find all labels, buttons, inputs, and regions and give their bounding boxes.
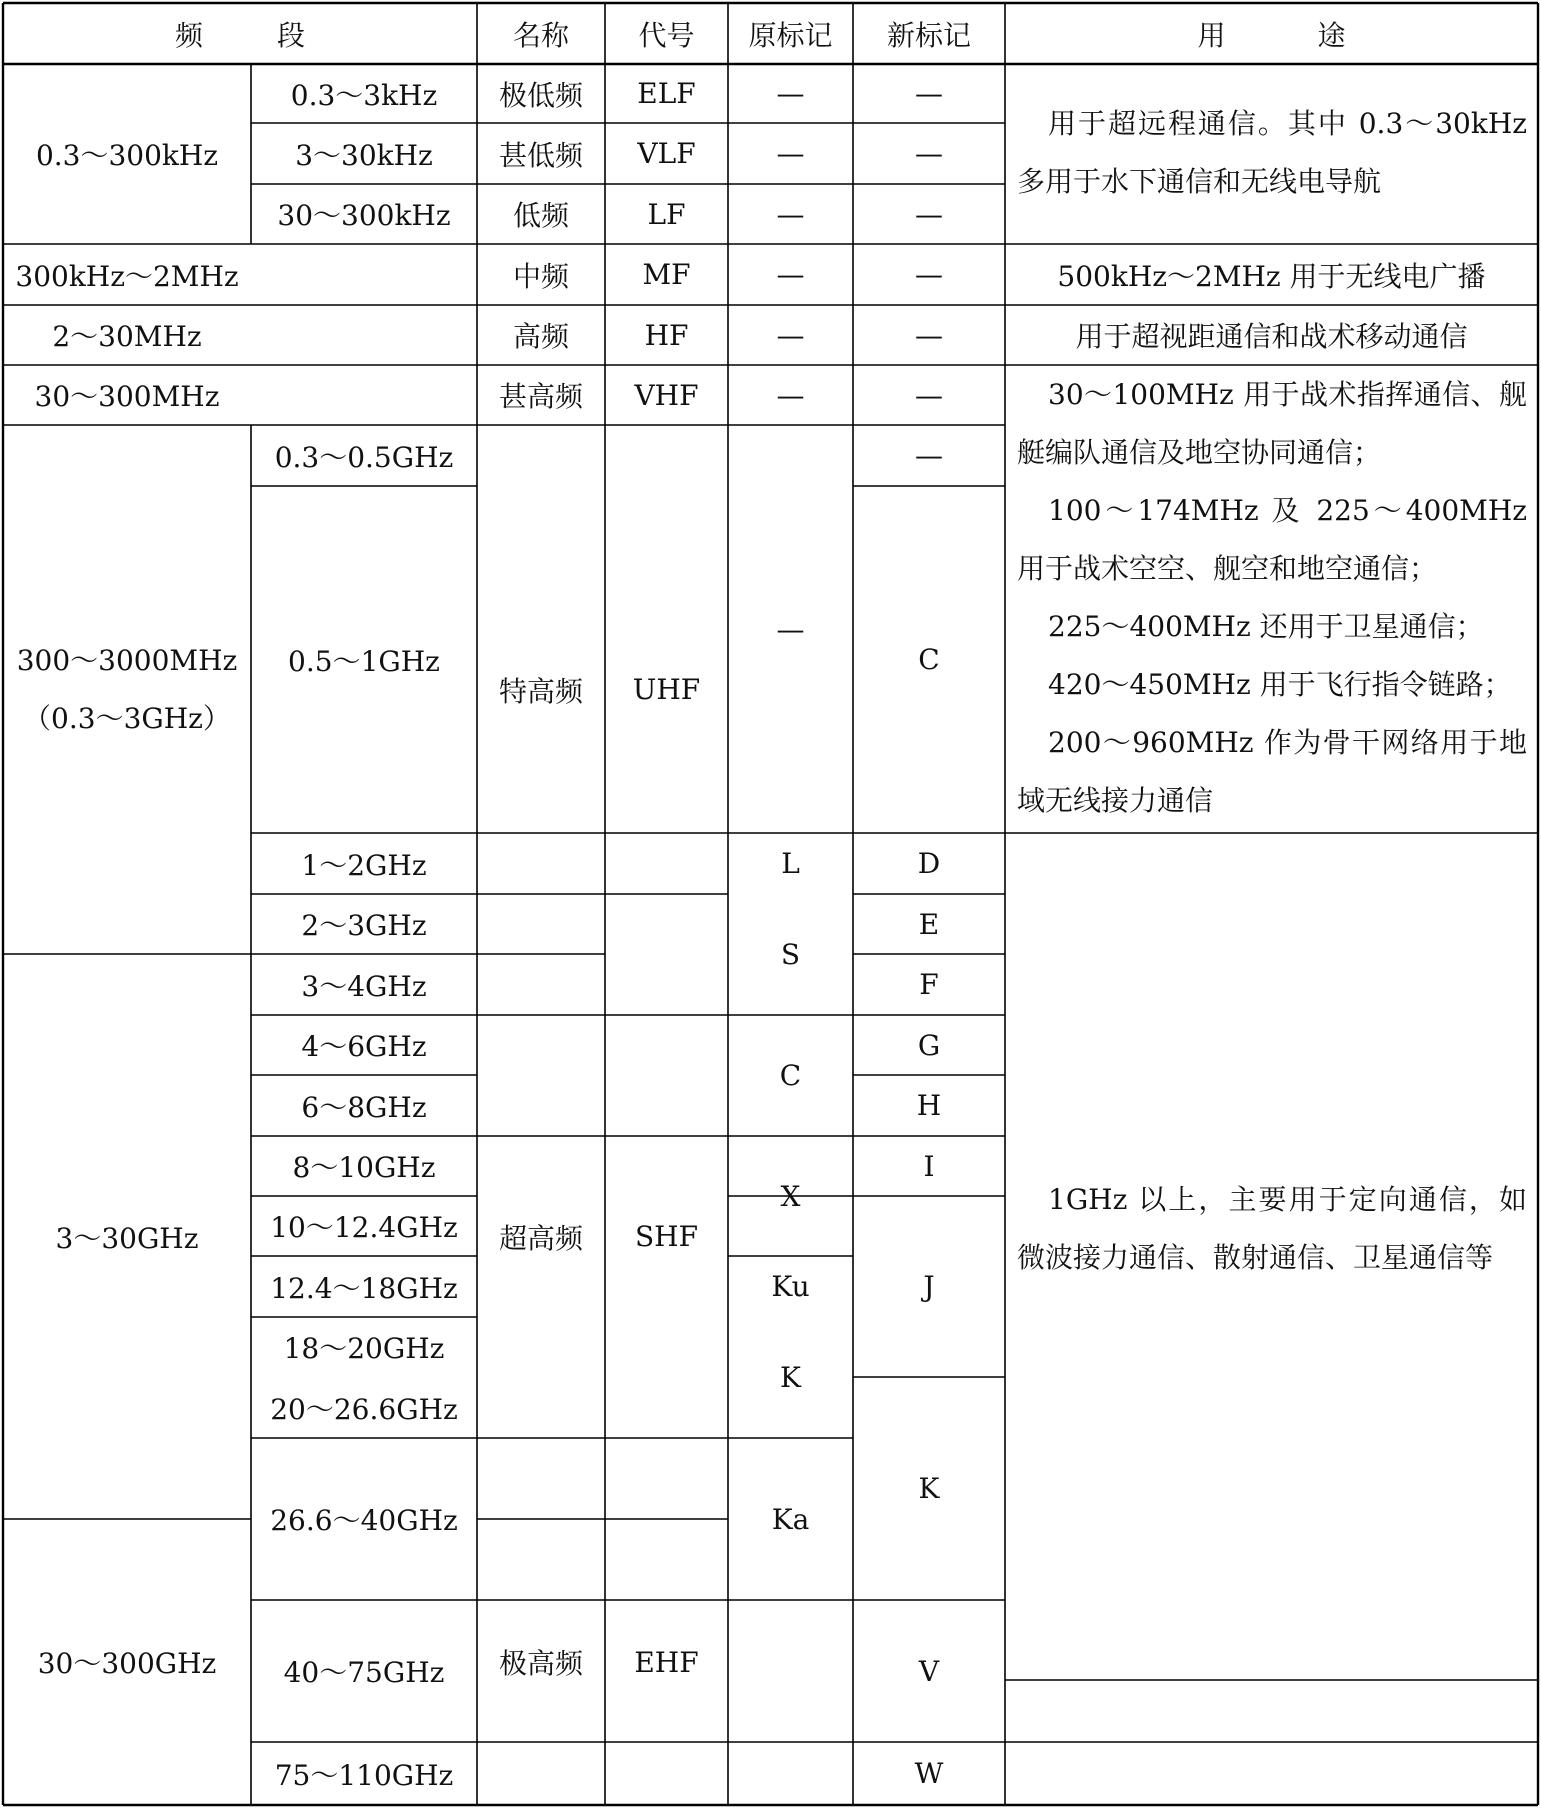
band-sub-1: 0.3～3kHz [290,78,438,112]
code-elf: ELF [637,77,696,110]
new-mark-dash: — [915,378,943,412]
code-vlf: VLF [637,137,696,170]
new-mark-dash: — [915,77,943,110]
band-sub-15: 20～26.6GHz [270,1392,458,1426]
band-main-6: 3～30GHz [55,1221,199,1255]
use-vhf-line5: 200～960MHz 作为骨干网络用于地域无线接力通信 [1017,726,1527,817]
new-mark-dash: — [915,137,943,170]
band-sub-3: 30～300kHz [277,199,451,232]
new-mark-H: H [916,1089,942,1122]
band-sub-16: 26.6～40GHz [270,1504,458,1537]
band-sub-11: 8～10GHz [292,1151,436,1184]
use-vhf-line4: 420～450MHz 用于飞行指令链路； [1048,668,1512,701]
old-mark-C: C [779,1059,802,1092]
new-mark-W: W [914,1757,944,1790]
header-band-char1: 频 [174,18,203,52]
new-mark-dash: — [915,197,943,231]
new-mark-E: E [918,907,940,941]
use-mf: 500kHz～2MHz 用于无线电广播 [1057,259,1486,293]
new-mark-K: K [918,1472,940,1505]
header-band-char2: 段 [277,18,306,52]
old-mark-L: L [781,847,800,880]
new-mark-dash: — [915,318,943,352]
new-mark-I: I [923,1149,935,1183]
band-sub-9: 4～6GHz [301,1030,427,1063]
old-mark-X: X [780,1179,801,1213]
use-hf: 用于超视距通信和战术移动通信 [1075,320,1468,353]
band-sub-5: 0.5～1GHz [288,644,440,678]
name-vlf: 甚低频 [498,138,583,172]
name-ehf: 极高频 [498,1647,583,1680]
new-mark-J: J [923,1270,935,1303]
band-sub-8: 3～4GHz [301,969,427,1003]
code-mf: MF [642,258,691,291]
band-sub-2: 3～30kHz [295,138,433,172]
header-old-mark: 原标记 [748,18,833,52]
use-text-1: 用于超远程通信。其中 0.3～30kHz 多用于水下通信和无线电导航 [1017,107,1527,198]
code-hf: HF [644,318,689,352]
band-sub-10: 6～8GHz [301,1090,427,1124]
header-new-mark: 新标记 [886,18,971,52]
old-mark-dash: — [776,137,805,170]
old-mark-Ku: Ku [771,1270,810,1303]
code-shf: SHF [634,1220,699,1253]
code-ehf: EHF [634,1645,699,1679]
header-use [1005,3,1538,64]
name-elf: 极低频 [498,78,583,112]
old-mark-Ka: Ka [771,1502,810,1536]
old-mark-dash: — [776,197,805,231]
band-sub-6: 1～2GHz [301,848,427,882]
old-mark-dash: — [776,77,805,110]
use-vhf-uhf [1017,366,1527,830]
band-sub-18: 75～110GHz [274,1758,454,1792]
band-sub-12: 10～12.4GHz [270,1211,458,1244]
name-mf: 中频 [512,259,569,293]
band-main-5 [3,425,251,954]
header-code: 代号 [638,18,695,52]
use-vhf-line3: 225～400MHz 还用于卫星通信； [1048,610,1484,643]
use-vhf-line2: 100～174MHz 及 225～400MHz 用于战术空空、舰空和地空通信； [1017,494,1527,585]
old-mark-dash: — [776,318,805,352]
use-text-5: 1GHz 以上，主要用于定向通信，如微波接力通信、散射通信、卫星通信等 [1017,1183,1527,1274]
band-main-3: 2～30MHz [52,320,202,353]
code-uhf: UHF [632,673,701,706]
old-mark-dash: — [776,378,805,412]
header-use-char2: 途 [1317,18,1346,52]
code-lf: LF [647,197,686,231]
name-hf: 高频 [512,320,569,353]
use-elf-vlf-lf [1017,95,1527,211]
name-uhf: 特高频 [498,674,583,708]
band-main-4: 30～300MHz [34,380,220,413]
header-name: 名称 [512,18,569,52]
band-main-1: 0.3～300kHz [35,139,219,172]
band-sub-7: 2～3GHz [301,909,427,942]
name-shf: 超高频 [498,1221,583,1255]
new-mark-C: C [918,643,940,676]
new-mark-dash: — [915,439,943,472]
name-lf: 低频 [512,199,569,232]
code-vhf: VHF [634,378,699,412]
header-band [3,3,477,64]
old-mark-uhf: — [776,612,805,646]
name-vhf: 甚高频 [498,380,583,413]
band-main-5-line1: 300～3000MHz [16,643,238,677]
header-use-char1: 用 [1197,18,1226,52]
band-sub-17: 40～75GHz [283,1656,445,1689]
new-mark-V: V [918,1654,940,1688]
band-main-5-line2: （0.3～3GHz） [23,701,231,735]
band-sub-14: 18～20GHz [283,1332,445,1365]
band-sub-13: 12.4～18GHz [270,1271,458,1305]
use-ghz [1017,1171,1527,1287]
old-mark-dash: — [776,258,805,291]
old-mark-S: S [780,938,801,971]
new-mark-F: F [919,968,939,1001]
new-mark-G: G [917,1028,941,1062]
band-main-7: 30～300GHz [37,1647,217,1680]
old-mark-K: K [780,1361,801,1394]
band-main-2: 300kHz～2MHz [15,259,239,293]
band-sub-4: 0.3～0.5GHz [274,440,454,474]
use-vhf-line1: 30～100MHz 用于战术指挥通信、舰艇编队通信及地空协同通信； [1017,378,1527,469]
new-mark-D: D [917,847,941,880]
new-mark-dash: — [915,258,943,291]
